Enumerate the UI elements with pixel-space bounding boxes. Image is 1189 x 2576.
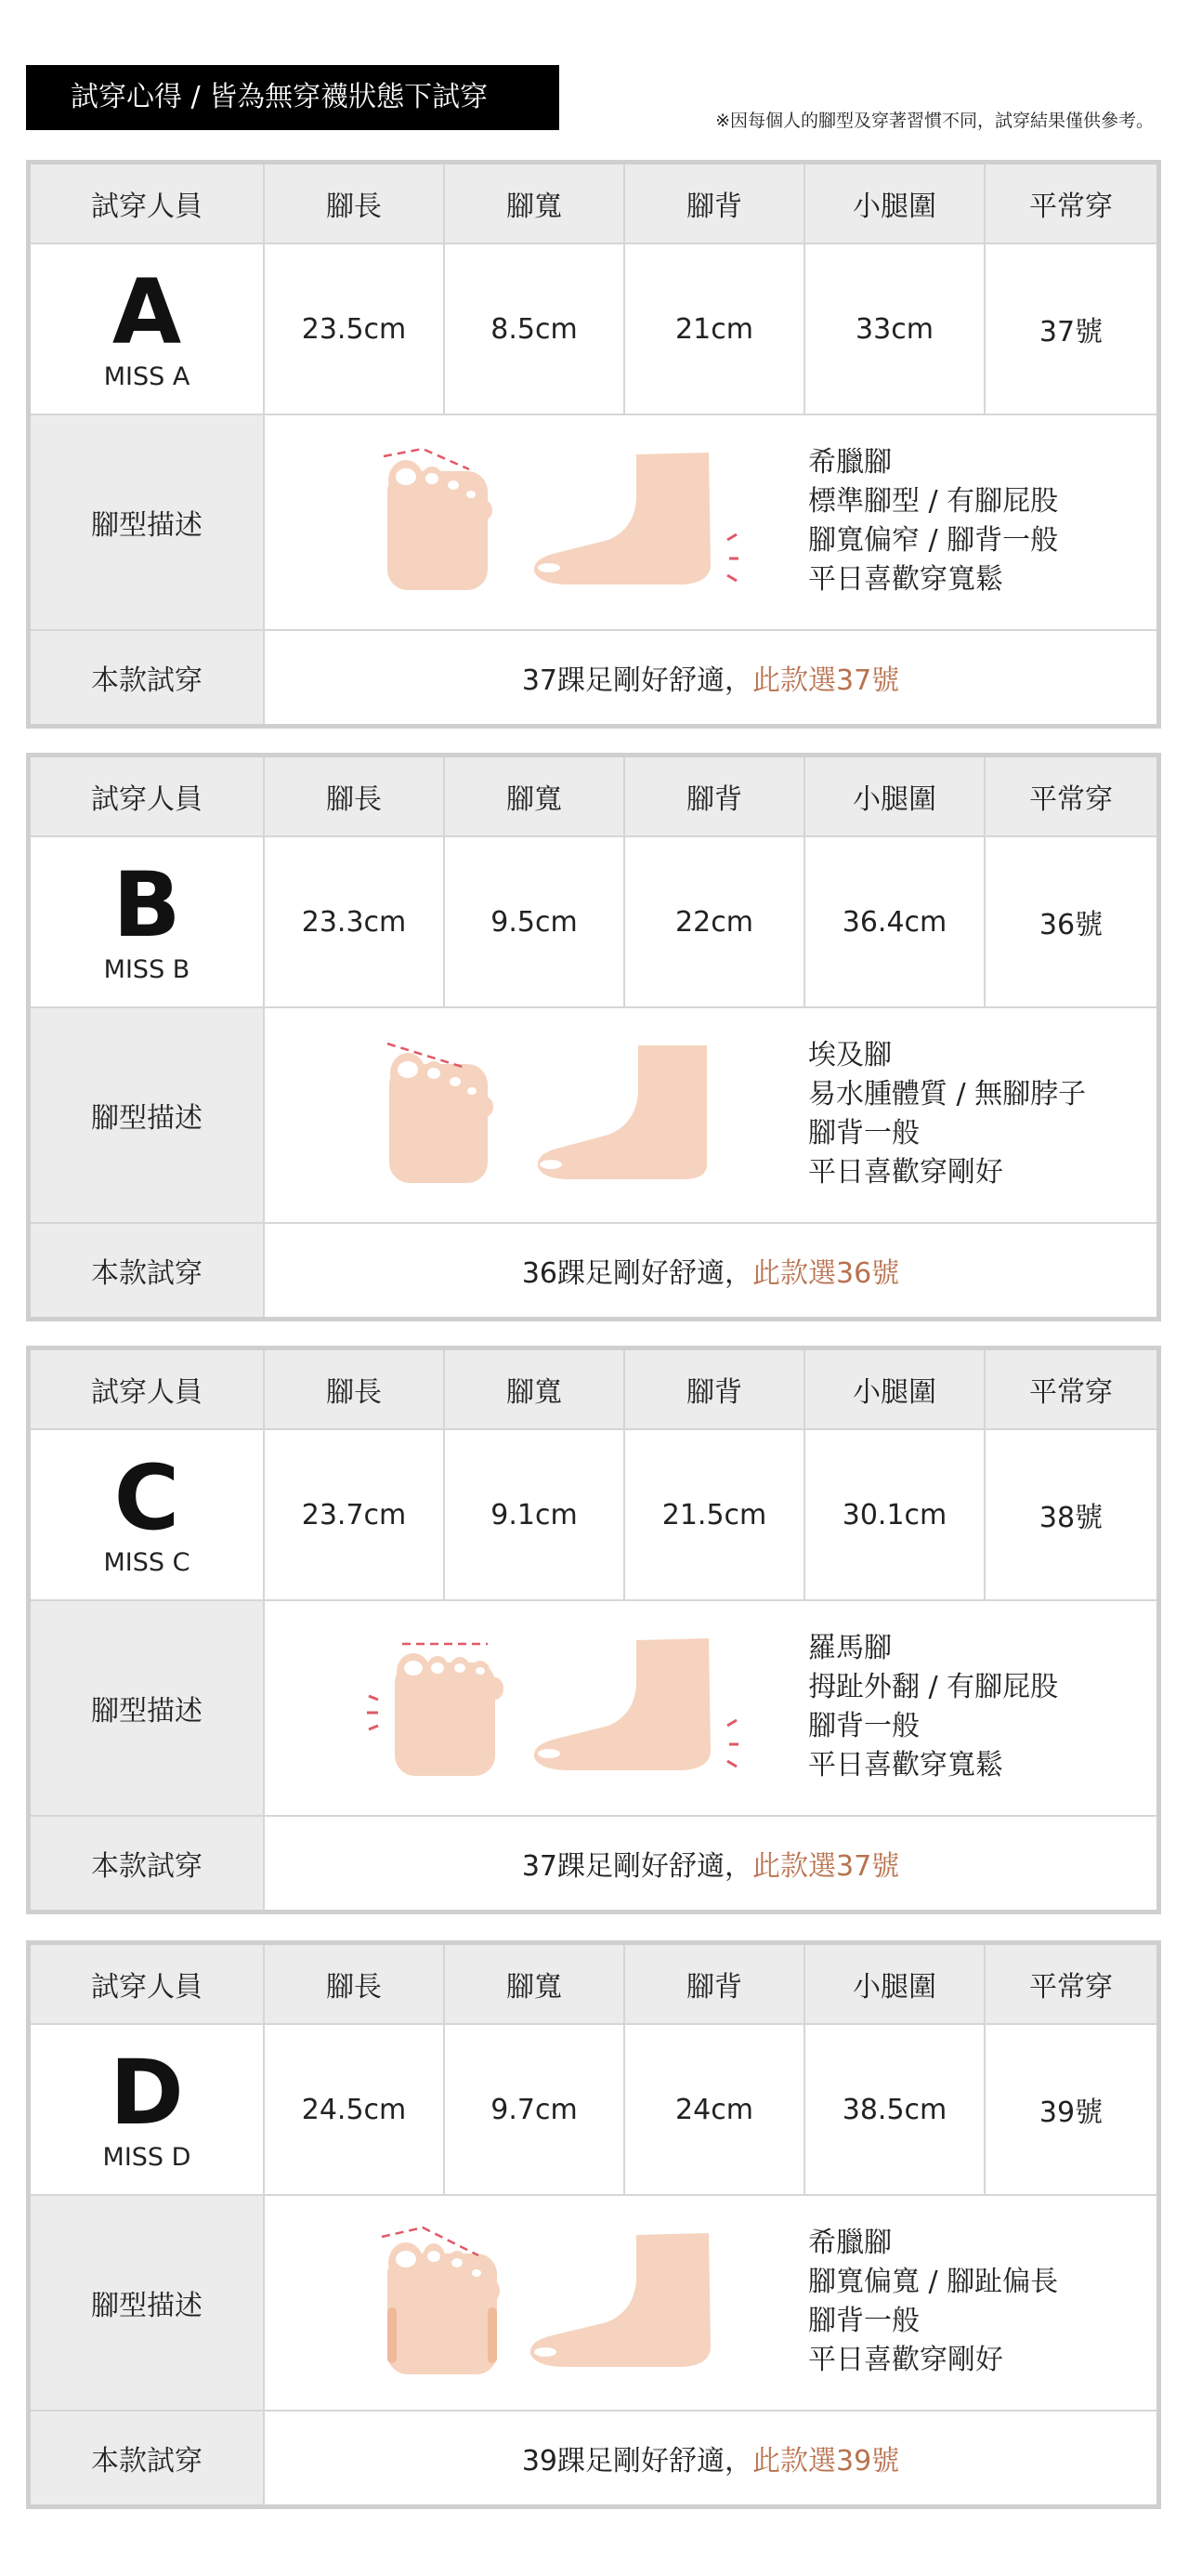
description-row	[31, 415, 1156, 631]
instep-value: 22cm	[625, 837, 805, 1006]
tester-id	[31, 1430, 265, 1599]
instep-value: 21cm	[625, 244, 805, 414]
tester-card-c	[26, 1346, 1161, 1914]
calf-value: 38.5cm	[805, 2025, 986, 2194]
usual-size-value: 39號	[1039, 2096, 1104, 2129]
description-label: 腳型描述	[31, 2196, 265, 2410]
trial-result	[265, 1817, 1156, 1910]
tester-card-d	[26, 1940, 1161, 2509]
description-row	[31, 2196, 1156, 2412]
foot-type: 希臘腳	[808, 2227, 892, 2259]
header-row	[31, 164, 1156, 244]
side-foot-icon	[534, 453, 738, 585]
col-header-usual: 平常穿	[1029, 1971, 1113, 2004]
col-header-width: 腳寬	[445, 1945, 625, 2023]
trial-row	[31, 631, 1156, 724]
usual-size-value: 38號	[1039, 1502, 1104, 1534]
trial-size-pick: 此款選37號	[752, 1850, 900, 1883]
disclaimer-note: ※因每個人的腳型及穿著習慣不同，試穿結果僅供參考。	[715, 111, 1154, 131]
trial-comment: 37踝足剛好舒適，	[521, 664, 752, 697]
fit-preference: 平日喜歡穿寬鬆	[808, 563, 1003, 596]
calf-value: 36.4cm	[805, 837, 986, 1006]
foot-illustration	[367, 1629, 738, 1792]
col-header-length: 腳長	[265, 1350, 445, 1428]
col-header-tester: 試穿人員	[31, 757, 265, 835]
col-header-length: 腳長	[265, 1945, 445, 2023]
calf-value: 30.1cm	[805, 1430, 986, 1599]
foot-type: 羅馬腳	[808, 1632, 892, 1664]
trial-result	[265, 631, 1156, 724]
col-header-tester: 試穿人員	[31, 164, 265, 243]
col-header-usual: 平常穿	[1029, 783, 1113, 816]
header-row	[31, 1945, 1156, 2025]
col-header-instep: 腳背	[625, 1945, 805, 2023]
trial-row	[31, 2412, 1156, 2504]
foot-type-description	[808, 2224, 1058, 2380]
col-header-length: 腳長	[265, 757, 445, 835]
usual-size-value: 37號	[1039, 316, 1104, 348]
description-label: 腳型描述	[31, 1008, 265, 1222]
trial-label: 本款試穿	[31, 2412, 265, 2504]
measure-row	[31, 244, 1156, 415]
measure-row	[31, 837, 1156, 1008]
header-row	[31, 757, 1156, 837]
trial-result	[265, 2412, 1156, 2504]
col-header-usual: 平常穿	[1029, 1376, 1113, 1409]
trial-comment: 37踝足剛好舒適，	[521, 1850, 752, 1883]
col-header-width: 腳寬	[445, 757, 625, 835]
foot-illustration	[367, 443, 738, 606]
trial-size-pick: 此款選37號	[752, 664, 900, 697]
foot-width-value: 9.7cm	[445, 2025, 625, 2194]
foot-width-value: 8.5cm	[445, 244, 625, 414]
usual-size-value: 36號	[1039, 909, 1104, 941]
foot-trait-2: 腳背一般	[808, 2305, 920, 2337]
col-header-instep: 腳背	[625, 1350, 805, 1428]
foot-type: 希臘腳	[808, 446, 892, 479]
tester-letter: B	[112, 852, 181, 957]
col-header-calf: 小腿圍	[805, 757, 986, 835]
col-header-width: 腳寬	[445, 1350, 625, 1428]
trial-comment: 36踝足剛好舒適，	[521, 1257, 752, 1290]
foot-illustration	[367, 1036, 738, 1199]
foot-width-value: 9.1cm	[445, 1430, 625, 1599]
trial-size-pick: 此款選36號	[752, 1257, 900, 1290]
tester-id	[31, 837, 265, 1006]
trial-result	[265, 1224, 1156, 1317]
foot-length-value: 23.3cm	[265, 837, 445, 1006]
tester-name: MISS D	[102, 2142, 191, 2172]
front-foot-icon	[382, 2228, 500, 2374]
foot-trait-1: 腳寬偏寬 / 腳趾偏長	[808, 2266, 1059, 2298]
col-header-calf: 小腿圍	[805, 1350, 986, 1428]
trial-size-pick: 此款選39號	[752, 2445, 900, 2477]
tester-id	[31, 2025, 265, 2194]
col-header-width: 腳寬	[445, 164, 625, 243]
foot-trait-1: 拇趾外翻 / 有腳屁股	[808, 1671, 1059, 1703]
header-row	[31, 1350, 1156, 1430]
foot-trait-2: 腳背一般	[808, 1710, 920, 1742]
col-header-calf: 小腿圍	[805, 1945, 986, 2023]
trial-row	[31, 1817, 1156, 1910]
tester-name: MISS A	[103, 361, 190, 391]
description-body	[265, 2196, 1156, 2410]
side-foot-icon	[538, 1045, 707, 1179]
trial-label: 本款試穿	[31, 631, 265, 724]
foot-trait-1: 易水腫體質 / 無腳脖子	[808, 1078, 1087, 1111]
trial-label: 本款試穿	[31, 1817, 265, 1910]
instep-value: 24cm	[625, 2025, 805, 2194]
description-label: 腳型描述	[31, 415, 265, 629]
trial-comment: 39踝足剛好舒適，	[521, 2445, 752, 2477]
tester-id	[31, 244, 265, 414]
measure-row	[31, 2025, 1156, 2196]
col-header-tester: 試穿人員	[31, 1350, 265, 1428]
side-foot-icon	[534, 1638, 738, 1770]
front-foot-icon	[384, 449, 492, 590]
tester-letter: D	[110, 2040, 184, 2145]
foot-length-value: 24.5cm	[265, 2025, 445, 2194]
trial-label: 本款試穿	[31, 1224, 265, 1317]
tester-name: MISS C	[103, 1547, 190, 1577]
foot-trait-2: 腳寬偏窄 / 腳背一般	[808, 524, 1059, 557]
trial-row	[31, 1224, 1156, 1317]
foot-illustration	[367, 2224, 738, 2386]
foot-length-value: 23.5cm	[265, 244, 445, 414]
description-row	[31, 1601, 1156, 1817]
description-body	[265, 1008, 1156, 1222]
description-body	[265, 415, 1156, 629]
description-row	[31, 1008, 1156, 1224]
front-foot-icon	[367, 1644, 503, 1776]
tester-letter: C	[113, 1445, 180, 1550]
col-header-instep: 腳背	[625, 164, 805, 243]
col-header-length: 腳長	[265, 164, 445, 243]
fit-preference: 平日喜歡穿寬鬆	[808, 1749, 1003, 1781]
col-header-instep: 腳背	[625, 757, 805, 835]
col-header-usual: 平常穿	[1029, 191, 1113, 223]
instep-value: 21.5cm	[625, 1430, 805, 1599]
tester-card-b	[26, 753, 1161, 1321]
front-foot-icon	[387, 1044, 493, 1183]
side-foot-icon	[530, 2233, 711, 2367]
foot-type-description	[808, 1036, 1086, 1192]
page-title: 試穿心得 / 皆為無穿襪狀態下試穿	[26, 65, 559, 130]
description-body	[265, 1601, 1156, 1815]
tester-card-a	[26, 160, 1161, 729]
foot-type: 埃及腳	[808, 1039, 892, 1071]
description-label: 腳型描述	[31, 1601, 265, 1815]
foot-type-description	[808, 1629, 1058, 1785]
foot-length-value: 23.7cm	[265, 1430, 445, 1599]
foot-trait-2: 腳背一般	[808, 1117, 920, 1150]
tester-name: MISS B	[103, 954, 190, 984]
calf-value: 33cm	[805, 244, 986, 414]
tester-letter: A	[111, 259, 182, 364]
col-header-calf: 小腿圍	[805, 164, 986, 243]
col-header-tester: 試穿人員	[31, 1945, 265, 2023]
foot-trait-1: 標準腳型 / 有腳屁股	[808, 485, 1059, 518]
foot-type-description	[808, 443, 1058, 599]
foot-width-value: 9.5cm	[445, 837, 625, 1006]
measure-row	[31, 1430, 1156, 1601]
fit-preference: 平日喜歡穿剛好	[808, 1156, 1003, 1189]
fit-preference: 平日喜歡穿剛好	[808, 2344, 1003, 2376]
